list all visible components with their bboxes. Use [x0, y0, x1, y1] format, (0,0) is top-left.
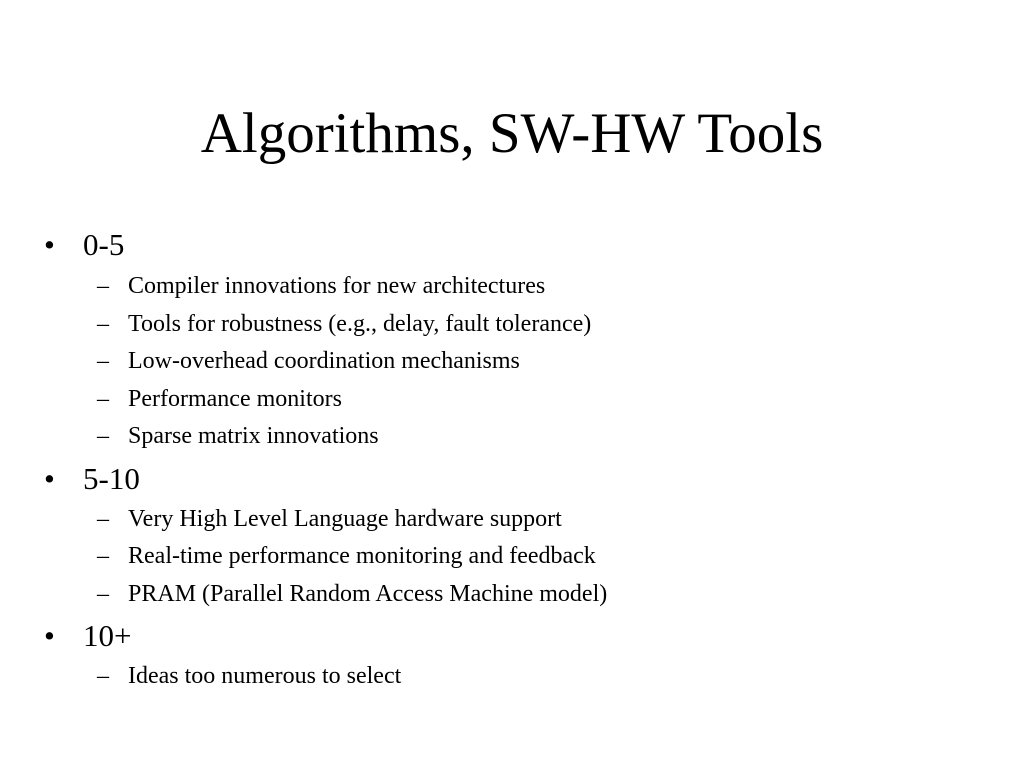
bullet-label: 5-10 — [83, 461, 140, 496]
slide-title: Algorithms, SW-HW Tools — [200, 102, 824, 165]
sub-bullet-item — [97, 580, 607, 608]
sub-bullet-item — [97, 385, 342, 413]
sub-bullet-label: Very High Level Language hardware support — [128, 506, 562, 532]
sub-bullet-label: Real-time performance monitoring and feedback — [128, 543, 596, 569]
bullet-label: 0-5 — [83, 227, 125, 262]
bullet-icon: • — [44, 461, 55, 496]
bullet-label: 10+ — [83, 618, 132, 653]
sub-bullet-label: Low-overhead coordination mechanisms — [128, 348, 520, 374]
sub-bullet-item — [97, 505, 562, 533]
dash-icon: – — [97, 311, 109, 337]
bullet-icon: • — [44, 227, 55, 262]
sub-bullet-item — [97, 662, 401, 690]
bullet-item — [44, 461, 140, 497]
sub-bullet-label: PRAM (Parallel Random Access Machine model) — [128, 581, 608, 607]
dash-icon: – — [97, 386, 109, 412]
dash-icon: – — [97, 348, 109, 374]
sub-bullet-label: Ideas too numerous to select — [128, 663, 402, 689]
dash-icon: – — [97, 581, 109, 607]
sub-bullet-item — [97, 422, 379, 450]
sub-bullet-item — [97, 347, 520, 375]
sub-bullet-label: Sparse matrix innovations — [128, 423, 379, 449]
sub-bullet-label: Tools for robustness (e.g., delay, fault tolerance) — [128, 311, 592, 337]
bullet-icon: • — [44, 618, 55, 653]
sub-bullet-label: Performance monitors — [128, 386, 342, 412]
dash-icon: – — [97, 273, 109, 299]
dash-icon: – — [97, 506, 109, 532]
bullet-item — [44, 227, 124, 263]
dash-icon: – — [97, 543, 109, 569]
dash-icon: – — [97, 423, 109, 449]
bullet-item — [44, 618, 131, 654]
sub-bullet-item — [97, 272, 545, 300]
sub-bullet-item — [97, 542, 596, 570]
dash-icon: – — [97, 663, 109, 689]
sub-bullet-label: Compiler innovations for new architectures — [128, 273, 546, 299]
sub-bullet-item — [97, 310, 591, 338]
